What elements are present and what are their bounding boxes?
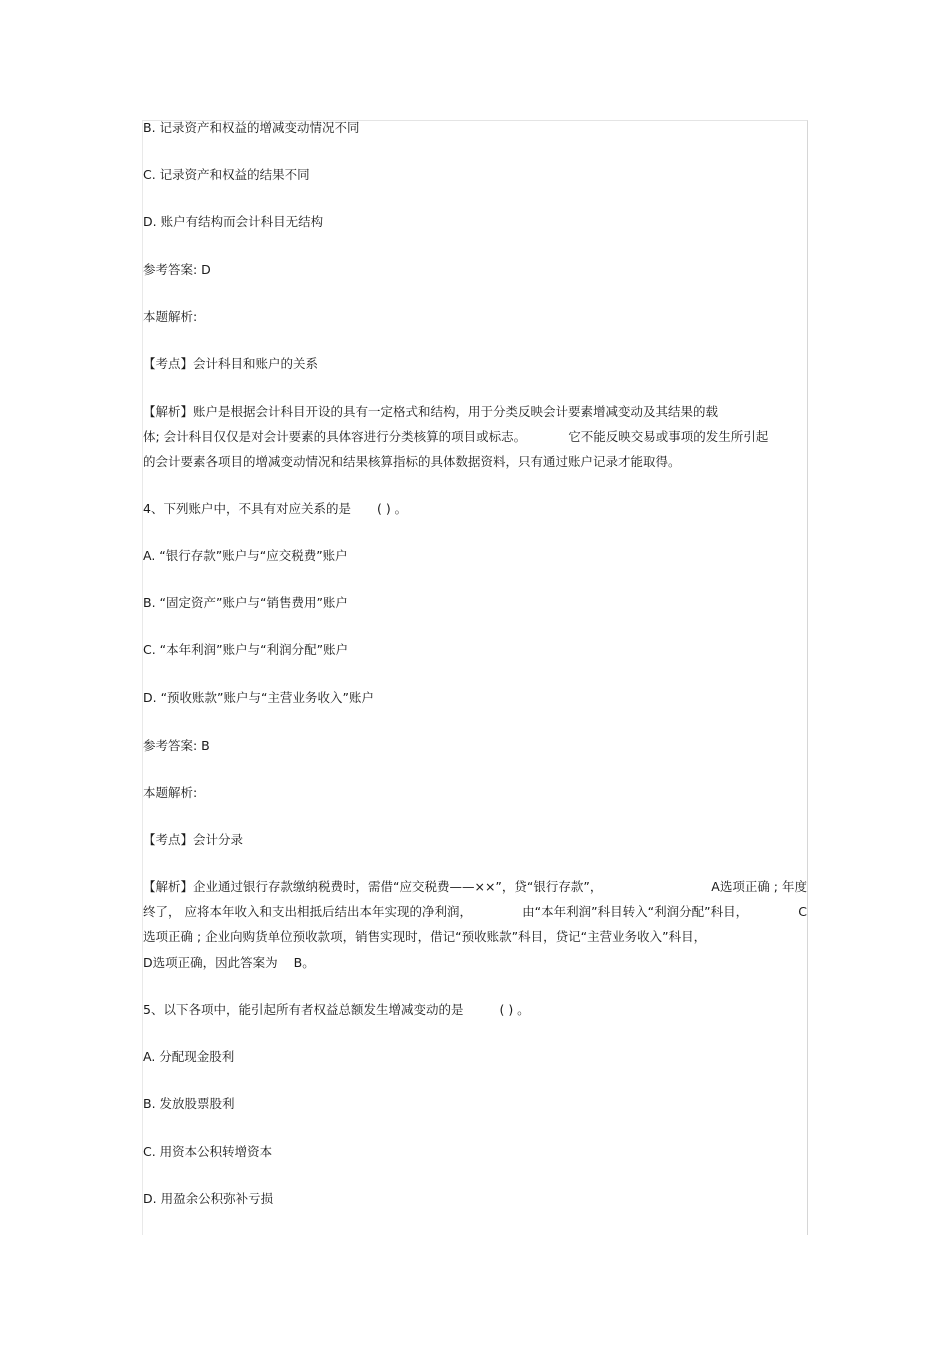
q4-jiexi-line1-part2: A选项正确 ; 年度 xyxy=(711,879,807,894)
q3-jiexi-line1: 【解析】账户是根据会计科目开设的具有一定格式和结构，用于分类反映会计要素增减变动及其结果的载 xyxy=(143,404,719,419)
q4-jiexi-line2-part1: 终了， 应将本年收入和支出相抵后结出本年实现的净利润， xyxy=(143,904,472,919)
q4-option-d: D. “预收账款”账户与“主营业务收入”账户 xyxy=(143,690,374,705)
q4-jiexi-line4-part1: D选项正确，因此答案为 xyxy=(143,955,278,970)
q4-jiexi-line1-part1: 【解析】企业通过银行存款缴纳税费时，需借“应交税费——××”，贷“银行存款”， xyxy=(143,879,603,894)
q4-question-blank: ( ) 。 xyxy=(376,501,408,516)
q4-jiexi-line2 xyxy=(143,904,807,920)
q4-question-text: 4、下列账户中，不具有对应关系的是 xyxy=(143,501,351,516)
q4-jiexi-line4 xyxy=(143,955,315,971)
q3-jiexi-line2 xyxy=(143,429,807,445)
q5-question-text: 5、以下各项中，能引起所有者权益总额发生增减变动的是 xyxy=(143,1002,464,1017)
q4-question xyxy=(143,501,407,517)
q5-question-blank: ( ) 。 xyxy=(499,1002,530,1017)
q3-jiexi-line2-part1: 体; 会计科目仅仅是对会计要素的具体容进行分类核算的项目或标志。 xyxy=(143,429,527,444)
q5-question xyxy=(143,1002,530,1018)
q5-option-a: A. 分配现金股利 xyxy=(143,1049,235,1064)
page-frame xyxy=(142,120,808,1235)
q3-answer: 参考答案: D xyxy=(143,262,211,277)
q4-jiexi-line4-part2: B。 xyxy=(293,955,315,970)
q4-jiexi-line1 xyxy=(143,879,807,895)
q5-option-d: D. 用盈余公积弥补亏损 xyxy=(143,1191,274,1206)
q3-kaodian: 【考点】会计科目和账户的关系 xyxy=(143,356,319,371)
q3-option-d: D. 账户有结构而会计科目无结构 xyxy=(143,214,324,229)
q4-jiexi-line2-part2: 由“本年利润”科目转入“利润分配”科目， xyxy=(522,904,749,919)
q4-jiexi-line3: 选项正确 ; 企业向购货单位预收款项，销售实现时，借记“预收账款”科目，贷记“主营业务收入”科目， xyxy=(143,929,707,944)
q4-option-b: B. “固定资产”账户与“销售费用”账户 xyxy=(143,595,348,610)
q4-option-a: A. “银行存款”账户与“应交税费”账户 xyxy=(143,548,348,563)
q5-option-c: C. 用资本公积转增资本 xyxy=(143,1144,273,1159)
q5-option-b: B. 发放股票股利 xyxy=(143,1096,235,1111)
q4-kaodian: 【考点】会计分录 xyxy=(143,832,244,847)
q3-jiexi-line3: 的会计要素各项目的增减变动情况和结果核算指标的具体数据资料，只有通过账户记录才能取得。 xyxy=(143,454,681,469)
q3-analysis-label: 本题解析: xyxy=(143,309,198,324)
q4-answer: 参考答案: B xyxy=(143,738,210,753)
q3-jiexi-line2-part2: 它不能反映交易或事项的发生所引起 xyxy=(568,429,769,444)
q3-option-c: C. 记录资产和权益的结果不同 xyxy=(143,167,310,182)
q4-jiexi-line2-part3: C xyxy=(798,904,807,919)
q3-option-b: B. 记录资产和权益的增减变动情况不同 xyxy=(143,120,360,135)
q4-option-c: C. “本年利润”账户与“利润分配”账户 xyxy=(143,642,349,657)
q4-analysis-label: 本题解析: xyxy=(143,785,198,800)
